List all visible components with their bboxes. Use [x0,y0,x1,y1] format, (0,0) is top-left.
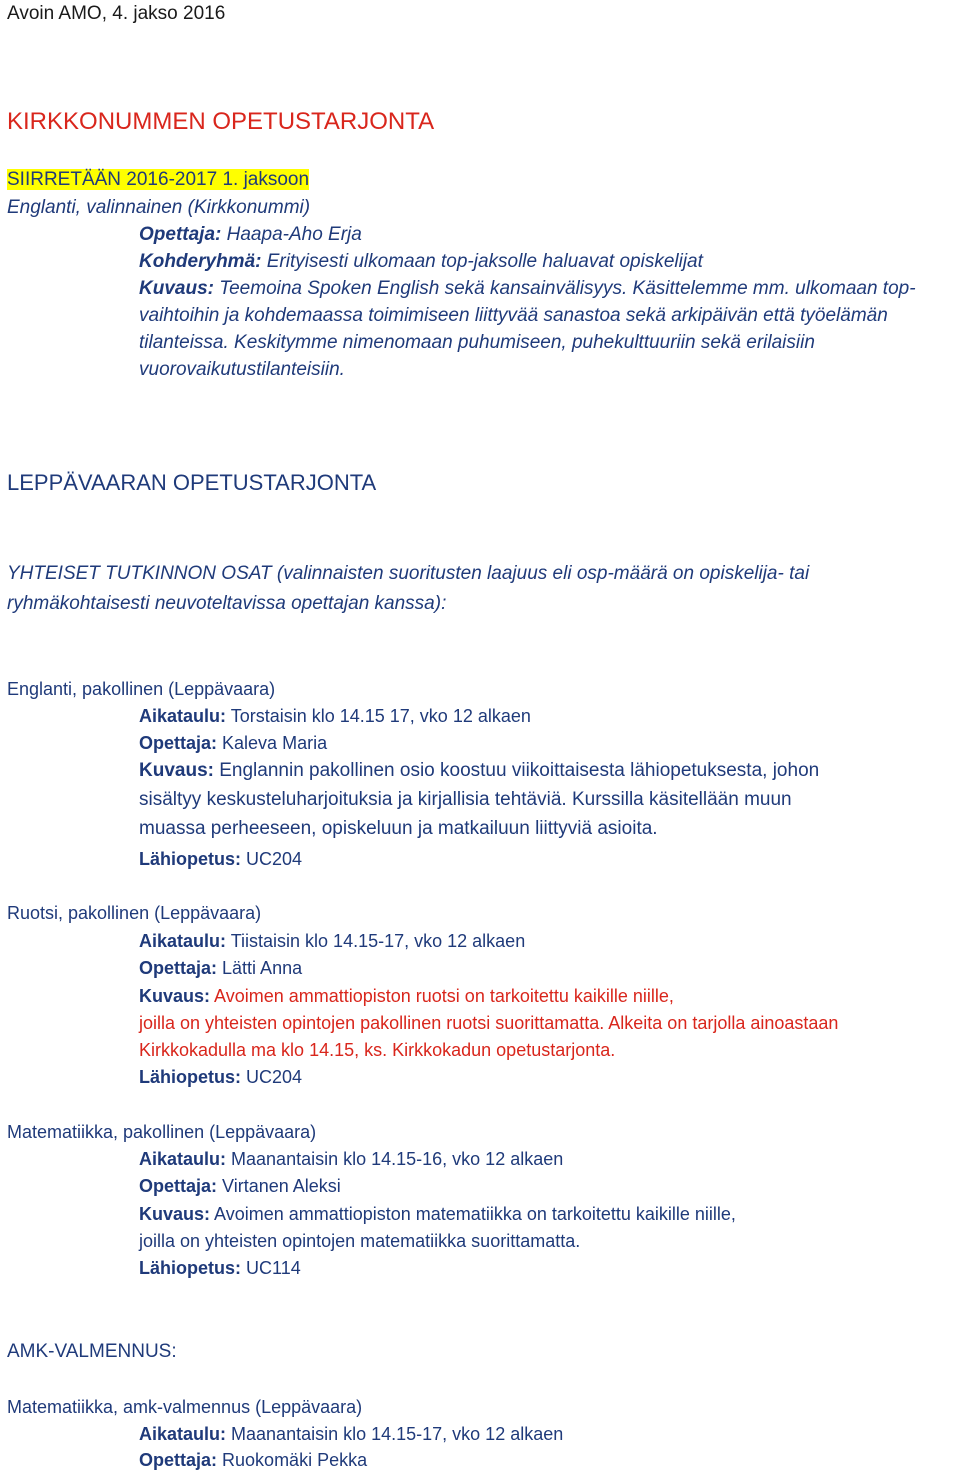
course-schedule-row [139,928,525,954]
schedule-label: Aikataulu: [139,706,227,726]
moved-notice [7,166,309,193]
teacher-label: Opettaja: [139,733,218,753]
course-room-row [139,1064,302,1090]
teacher-label: Opettaja: [139,958,218,978]
course-title: Englanti, pakollinen (Leppävaara) [7,679,276,699]
desc-line-4: vuorovaikutustilanteisiin. [139,359,345,380]
course-title: Matematiikka, amk-valmennus (Leppävaara) [7,1397,363,1417]
course-title: Ruotsi, pakollinen (Leppävaara) [7,903,262,923]
course-teacher-row [139,221,362,248]
teacher-label: Opettaja: [139,1176,218,1196]
teacher-label: Opettaja: [139,224,222,245]
desc-label: Kuvaus: [139,760,214,781]
schedule-label: Aikataulu: [139,1424,227,1444]
desc-line-2: sisältyy keskusteluharjoituksia ja kirjallisia tehtäviä. Kurssilla käsitellään muun [139,789,792,810]
schedule-label: Aikataulu: [139,931,227,951]
desc-line-1: Avoimen ammattiopiston ruotsi on tarkoitettu kaikille niille, [214,986,674,1006]
moved-notice-text: SIIRRETÄÄN 2016-2017 1. jaksoon [7,169,310,190]
room-label: Lähiopetus: [139,1067,241,1087]
desc-line-1: Englannin pakollinen osio koostuu viikoittaisesta lähiopetuksesta, johon [219,760,820,781]
room-value: UC114 [246,1258,301,1278]
course-schedule-row [139,1146,563,1172]
course-room-row [139,1255,301,1281]
desc-label: Kuvaus: [139,1204,211,1224]
kirkkonummi-heading: KIRKKONUMMEN OPETUSTARJONTA [7,108,435,135]
target-label: Kohderyhmä: [139,251,262,272]
room-value: UC204 [246,1067,303,1087]
teacher-label: Opettaja: [139,1450,218,1470]
desc-label: Kuvaus: [139,986,211,1006]
teacher-value: Haapa-Aho Erja [226,224,362,245]
leppavaara-heading: LEPPÄVAARAN OPETUSTARJONTA [7,470,377,495]
desc-line-2: joilla on yhteisten opintojen pakollinen ruotsi suorittamatta. Alkeita on tarjolla ainoastaan [139,1013,839,1033]
teacher-value: Kaleva Maria [222,733,328,753]
desc-line-3: muassa perheeseen, opiskeluun ja matkailuun liittyviä asioita. [139,818,658,839]
common-heading-line-2: ryhmäkohtaisesti neuvoteltavissa opettajan kanssa): [7,593,447,614]
course-schedule-row [139,703,531,729]
amk-heading: AMK-VALMENNUS: [7,1341,177,1362]
course-desc-row [139,275,916,302]
course-desc-row [139,983,674,1009]
course-desc-row [139,1201,736,1227]
desc-line-1: Teemoina Spoken English sekä kansainvälisyys. Käsittelemme mm. ulkomaan top- [219,278,916,299]
desc-line-2: joilla on yhteisten opintojen matematiikka suorittamatta. [139,1231,581,1251]
desc-line-3: Kirkkokadulla ma klo 14.15, ks. Kirkkokadun opetustarjonta. [139,1040,616,1060]
teacher-value: Ruokomäki Pekka [222,1450,368,1470]
schedule-value: Maanantaisin klo 14.15-16, vko 12 alkaen [231,1149,564,1169]
schedule-value: Tiistaisin klo 14.15-17, vko 12 alkaen [230,931,526,951]
course-room-row [139,846,302,872]
course-teacher-row [139,1447,367,1473]
course-title: Englanti, valinnainen (Kirkkonummi) [7,197,311,218]
course-teacher-row [139,955,302,981]
teacher-value: Lätti Anna [222,958,303,978]
desc-line-1: Avoimen ammattiopiston matematiikka on tarkoitettu kaikille niille, [214,1204,736,1224]
schedule-value: Maanantaisin klo 14.15-17, vko 12 alkaen [231,1424,564,1444]
schedule-label: Aikataulu: [139,1149,227,1169]
course-title: Matematiikka, pakollinen (Leppävaara) [7,1122,317,1142]
room-label: Lähiopetus: [139,1258,241,1278]
page-header-title: Avoin AMO, 4. jakso 2016 [7,3,226,24]
schedule-value: Torstaisin klo 14.15 17, vko 12 alkaen [230,706,531,726]
desc-line-2: vaihtoihin ja kohdemaassa toimimiseen liittyvää sanastoa sekä arkipäivän että työelämän [139,305,888,326]
course-teacher-row [139,730,327,756]
common-heading-line-1: YHTEISET TUTKINNON OSAT (valinnaisten suoritusten laajuus eli osp-määrä on opiskelija- tai [7,563,810,584]
course-schedule-row [139,1421,563,1447]
desc-label: Kuvaus: [139,278,214,299]
teacher-value: Virtanen Aleksi [222,1176,341,1196]
room-label: Lähiopetus: [139,849,241,869]
desc-line-3: tilanteissa. Keskitymme nimenomaan puhumiseen, puhekulttuuriin sekä erilaisiin [139,332,815,353]
course-target-row [139,248,703,275]
course-teacher-row [139,1173,341,1199]
room-value: UC204 [246,849,303,869]
target-value: Erityisesti ulkomaan top-jaksolle haluavat opiskelijat [266,251,703,272]
course-desc-row [139,757,819,784]
